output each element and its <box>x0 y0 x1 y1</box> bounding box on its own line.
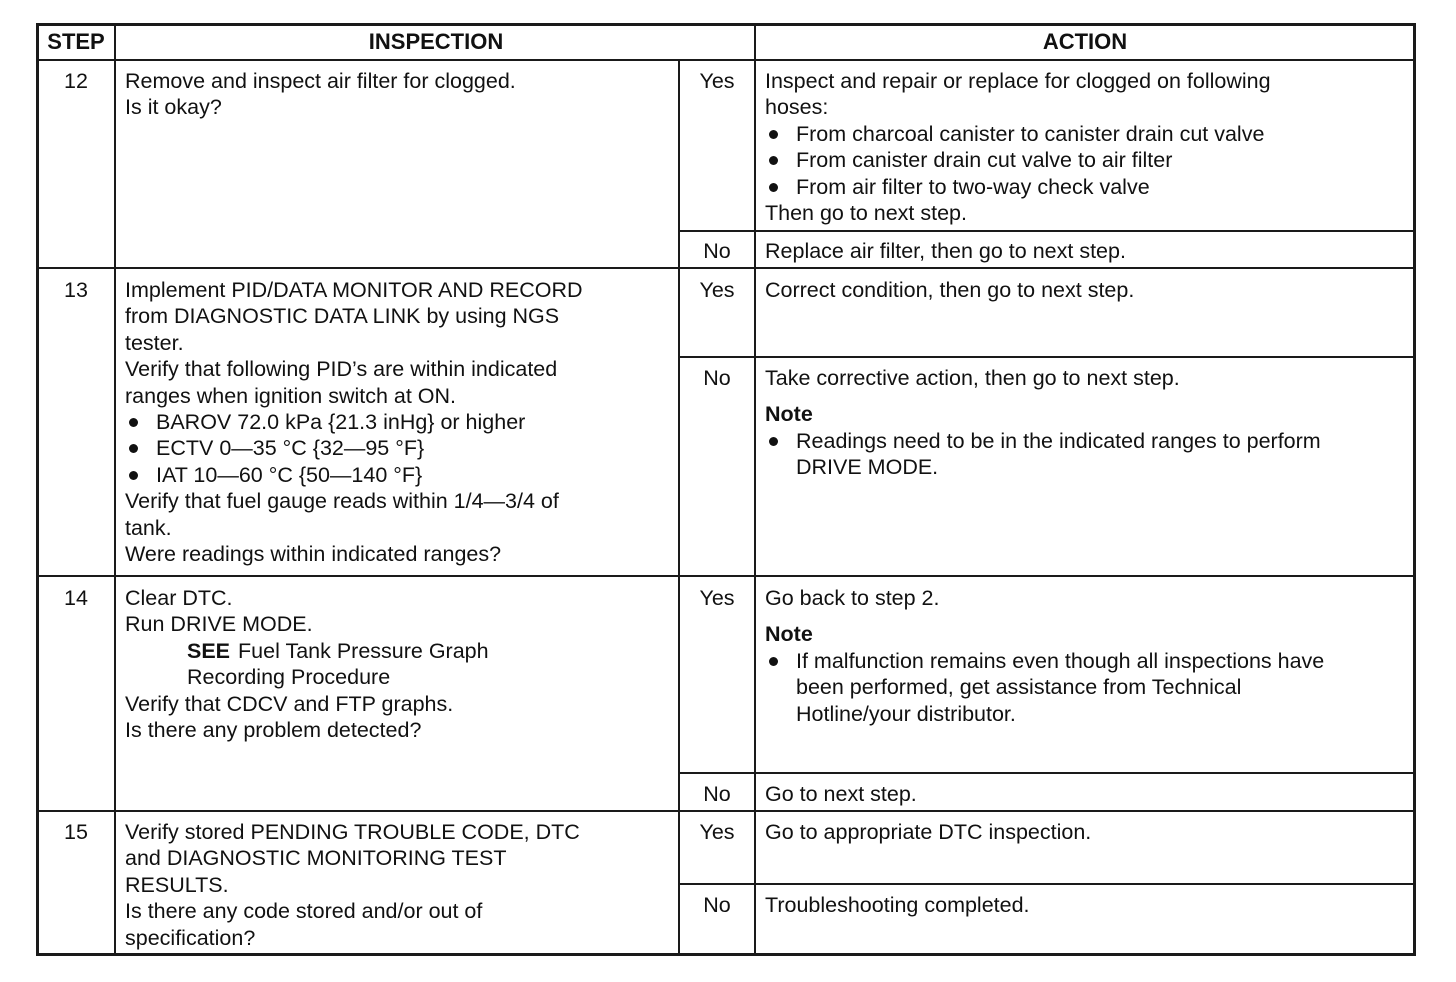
inspection-line: ranges when ignition switch at ON. <box>125 383 457 408</box>
answer-yes: Yes <box>699 69 735 93</box>
bullet-item: ECTV 0—35 °C {32—95 °F} <box>125 435 583 461</box>
answer-no: No <box>703 782 731 806</box>
inspection-line: Verify that fuel gauge reads within 1/4—3/4 of <box>125 489 559 514</box>
see-label: SEE <box>187 638 231 663</box>
action-line: hoses: <box>765 95 829 120</box>
inspection-line: Implement PID/DATA MONITOR AND RECORD <box>125 278 583 302</box>
inspection-line: specification? <box>125 925 256 950</box>
note-bullet <box>765 428 1321 481</box>
inspection-line: Remove and inspect air filter for clogged. <box>125 69 516 93</box>
yes-action <box>765 585 1324 727</box>
header-divider <box>36 59 1416 61</box>
header-step: STEP <box>47 29 105 54</box>
inspection-line: Clear DTC. <box>125 586 233 610</box>
bullet-item: IAT 10—60 °C {50—140 °F} <box>125 462 583 488</box>
inspection-line: from DIAGNOSTIC DATA LINK by using NGS <box>125 304 560 329</box>
inspection-line: Verify that following PID’s are within indicated <box>125 357 558 382</box>
see-reference <box>125 638 489 664</box>
row13-bottom <box>36 575 1416 577</box>
row12-yes-no-divider <box>678 230 1416 232</box>
header-inspection: INSPECTION <box>368 29 504 54</box>
no-action: Replace air filter, then go to next step. <box>765 239 1126 263</box>
inspection-line: tester. <box>125 330 184 355</box>
answer-no: No <box>703 893 731 917</box>
note-line: DRIVE MODE. <box>796 455 939 480</box>
inspection-line: Is there any code stored and/or out of <box>125 899 483 924</box>
inspection-line: Is it okay? <box>125 95 222 120</box>
inspection-line: Were readings within indicated ranges? <box>125 542 502 567</box>
action-line: Take corrective action, then go to next step. <box>765 366 1180 390</box>
no-action: Troubleshooting completed. <box>765 893 1030 917</box>
bullet-item: From charcoal canister to canister drain cut valve <box>765 121 1271 147</box>
inspection-line: tank. <box>125 515 172 540</box>
note-label: Note <box>765 402 813 427</box>
bullet-item: From air filter to two-way check valve <box>765 174 1271 200</box>
step-column-divider <box>114 23 116 956</box>
inspection-line: Is there any problem detected? <box>125 718 422 743</box>
table-border-right <box>1413 23 1416 956</box>
header-action: ACTION <box>1042 29 1128 54</box>
step-number: 15 <box>64 820 88 844</box>
inspection-text <box>125 277 583 567</box>
note-label: Note <box>765 622 813 647</box>
inspection-line: Verify that CDCV and FTP graphs. <box>125 691 454 716</box>
no-action: Go to next step. <box>765 782 917 806</box>
row14-yes-no-divider <box>678 772 1416 774</box>
action-line: Then go to next step. <box>765 201 967 226</box>
table-border-bottom <box>36 953 1416 956</box>
note-line: Hotline/your distributor. <box>796 701 1016 726</box>
step-number: 12 <box>64 69 88 93</box>
note-line: Readings need to be in the indicated ranges to perform <box>796 428 1321 453</box>
table-border-top <box>36 23 1416 26</box>
row15-yes-no-divider <box>678 883 1416 885</box>
see-text: Recording Procedure <box>187 665 391 690</box>
action-line: Go back to step 2. <box>765 586 940 610</box>
step-number: 14 <box>64 586 88 610</box>
bullet-item: From canister drain cut valve to air filter <box>765 147 1271 173</box>
inspection-text <box>125 68 516 121</box>
row12-bottom <box>36 267 1416 269</box>
troubleshooting-table <box>36 23 1416 956</box>
answer-no: No <box>703 366 731 390</box>
table-border-left <box>36 23 39 956</box>
answer-no: No <box>703 239 731 263</box>
answer-yes: Yes <box>699 586 735 610</box>
inspection-line: and DIAGNOSTIC MONITORING TEST <box>125 846 507 871</box>
bullet-item: BAROV 72.0 kPa {21.3 inHg} or higher <box>125 409 583 435</box>
yes-action: Go to appropriate DTC inspection. <box>765 820 1092 844</box>
note-line: If malfunction remains even though all inspections have <box>796 648 1325 673</box>
yes-action: Correct condition, then go to next step. <box>765 278 1135 302</box>
inspection-text <box>125 819 580 951</box>
inspection-line: Verify stored PENDING TROUBLE CODE, DTC <box>125 820 580 844</box>
see-text: Fuel Tank Pressure Graph <box>238 638 489 663</box>
action-line: Inspect and repair or replace for clogged on following <box>765 69 1271 93</box>
answer-yes: Yes <box>699 820 735 844</box>
row14-bottom <box>36 810 1416 812</box>
yes-action <box>765 68 1271 226</box>
note-line: been performed, get assistance from Technical <box>796 675 1242 700</box>
note-bullet <box>765 648 1324 727</box>
inspection-text <box>125 585 489 743</box>
action-column-divider <box>754 23 756 956</box>
inspection-line: Run DRIVE MODE. <box>125 612 313 637</box>
inspection-line: RESULTS. <box>125 872 229 897</box>
row13-yes-no-divider <box>678 356 1416 358</box>
no-action <box>765 365 1321 481</box>
answer-yes: Yes <box>699 278 735 302</box>
step-number: 13 <box>64 278 88 302</box>
